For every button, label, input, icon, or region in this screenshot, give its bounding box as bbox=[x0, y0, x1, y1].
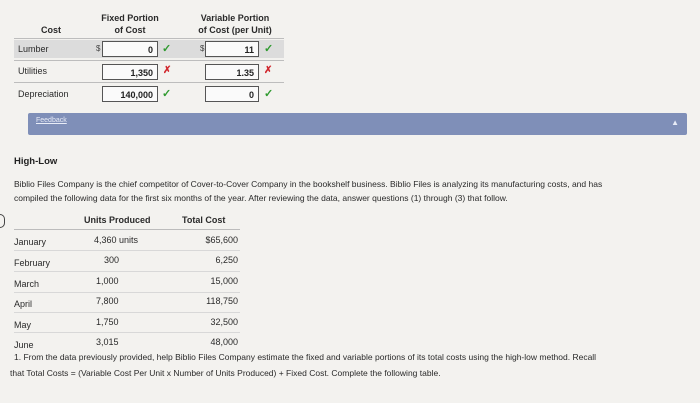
month-label: June bbox=[14, 340, 34, 350]
month-label: May bbox=[14, 320, 32, 330]
header-divider bbox=[14, 38, 284, 39]
cost-value: $65,600 bbox=[205, 235, 238, 245]
fixed-dollar-sign: $ bbox=[96, 44, 101, 53]
variable-dollar-sign: $ bbox=[200, 44, 205, 53]
units-value: 3,015 bbox=[96, 337, 119, 347]
question-line-2: that Total Costs = (Variable Cost Per Unit x Number of Units Produced) + Fixed Cost. Complete the following table. bbox=[10, 368, 441, 378]
depreciation-fixed-check-icon: ✓ bbox=[162, 88, 172, 100]
cost-value: 15,000 bbox=[210, 276, 238, 286]
collapse-arrow-icon[interactable]: ▲ bbox=[671, 118, 679, 127]
row-line bbox=[14, 312, 240, 313]
month-label: January bbox=[14, 237, 47, 247]
units-value: 1,000 bbox=[96, 276, 119, 286]
units-value: 1,750 bbox=[96, 317, 119, 327]
units-value: 7,800 bbox=[96, 296, 119, 306]
units-value: 4,360 units bbox=[94, 235, 139, 245]
intro-line-2: compiled the following data for the first six months of the year. After reviewing the data, answer questions (1) through (3) that follow. bbox=[14, 193, 508, 203]
lumber-fixed-input[interactable]: 0 bbox=[102, 41, 158, 57]
cost-value: 118,750 bbox=[206, 296, 238, 306]
cost-value: 48,000 bbox=[210, 337, 238, 347]
units-value: 300 bbox=[104, 255, 120, 265]
col-header-fixed-line1: Fixed Portion bbox=[101, 13, 159, 23]
row-line bbox=[14, 250, 240, 251]
row-label-depreciation: Depreciation bbox=[18, 89, 69, 99]
month-label: March bbox=[14, 279, 40, 289]
row-line bbox=[14, 292, 240, 293]
row-line bbox=[14, 332, 240, 333]
utilities-fixed-input[interactable]: 1,350 bbox=[102, 64, 158, 80]
row-divider-2 bbox=[14, 82, 284, 83]
question-line-1: 1. From the data previously provided, help Biblio Files Company estimate the fixed and variable portions of its total costs using the high-low method. Recall bbox=[14, 352, 597, 362]
col-header-cost: Cost bbox=[41, 25, 61, 35]
utilities-variable-x-icon: ✗ bbox=[264, 65, 273, 76]
row-label-utilities: Utilities bbox=[18, 66, 48, 76]
depreciation-variable-check-icon: ✓ bbox=[264, 88, 274, 100]
row-line bbox=[14, 271, 240, 272]
lumber-fixed-check-icon: ✓ bbox=[162, 43, 172, 55]
feedback-link[interactable]: Feedback bbox=[36, 117, 67, 124]
month-label: April bbox=[14, 299, 33, 309]
intro-line-1: Biblio Files Company is the chief competitor of Cover-to-Cover Company in the bookshelf business. Biblio Files is analyzing its manufacturing costs, and has bbox=[14, 179, 603, 189]
lumber-variable-input[interactable]: 11 bbox=[205, 41, 259, 57]
depreciation-fixed-input[interactable]: 140,000 bbox=[102, 86, 158, 102]
col-header-variable-line2: of Cost (per Unit) bbox=[198, 25, 272, 35]
row-label-lumber: Lumber bbox=[18, 44, 49, 54]
utilities-variable-input[interactable]: 1.35 bbox=[205, 64, 259, 80]
feedback-bar[interactable] bbox=[28, 113, 687, 135]
table-header-divider bbox=[14, 229, 240, 230]
cost-value: 6,250 bbox=[215, 255, 238, 265]
lumber-variable-check-icon: ✓ bbox=[264, 43, 274, 55]
depreciation-variable-input[interactable]: 0 bbox=[205, 86, 259, 102]
section-title: High-Low bbox=[14, 156, 58, 167]
row-divider-1 bbox=[14, 60, 284, 61]
col-header-fixed-line2: of Cost bbox=[114, 25, 146, 35]
col-header-total-cost: Total Cost bbox=[182, 215, 226, 225]
month-label: February bbox=[14, 258, 51, 268]
cost-value: 32,500 bbox=[210, 317, 238, 327]
col-header-units: Units Produced bbox=[84, 215, 151, 225]
col-header-variable-line1: Variable Portion bbox=[200, 13, 270, 23]
utilities-fixed-x-icon: ✗ bbox=[163, 65, 172, 76]
left-bracket bbox=[0, 214, 5, 228]
